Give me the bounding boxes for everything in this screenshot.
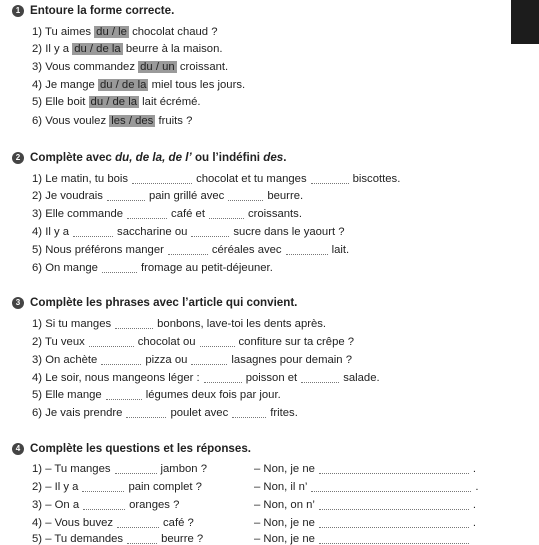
exercise-4-answer-1	[254, 462, 476, 475]
item-text: – Tu manges	[45, 463, 111, 475]
answer-blank[interactable]	[82, 480, 124, 492]
exercise-number-badge: 3	[12, 297, 24, 309]
item-text: frites.	[270, 407, 298, 419]
exercise-number-badge: 1	[12, 5, 24, 17]
answer-blank[interactable]	[311, 480, 471, 492]
article-choice[interactable]: du / de la	[90, 96, 138, 108]
exercise-title-part: ou l’indéfini	[191, 151, 264, 164]
exercise-4-question-4	[32, 516, 194, 529]
answer-blank[interactable]	[168, 243, 208, 255]
answer-blank[interactable]	[126, 406, 166, 418]
answer-blank[interactable]	[191, 225, 229, 237]
answer-blank[interactable]	[127, 532, 157, 544]
exercise-2-line-4	[32, 225, 345, 238]
exercise-4-question-2	[32, 480, 202, 493]
item-text: légumes deux fois par jour.	[145, 389, 281, 401]
item-text: – Non, je ne	[254, 517, 315, 529]
answer-blank[interactable]	[106, 388, 142, 400]
exercise-title-italic: des	[263, 151, 284, 164]
item-text: Je vais prendre	[45, 407, 123, 419]
answer-blank[interactable]	[228, 189, 263, 201]
exercise-3-line-5	[32, 388, 281, 401]
answer-blank[interactable]	[191, 353, 227, 365]
item-text: Je voudrais	[45, 190, 103, 202]
answer-blank[interactable]	[311, 172, 349, 184]
answer-blank[interactable]	[200, 335, 235, 347]
item-number: 5)	[32, 389, 43, 401]
item-number: 2)	[32, 43, 43, 55]
item-text: Il y a	[45, 226, 70, 238]
exercise-2-heading	[12, 151, 286, 164]
item-text: poulet avec	[170, 407, 229, 419]
item-text: pizza ou	[145, 354, 188, 366]
item-text: oranges ?	[129, 499, 180, 511]
item-number: 3)	[32, 499, 43, 511]
exercise-3-line-6	[32, 406, 298, 419]
answer-blank[interactable]	[232, 406, 266, 418]
item-number: 2)	[32, 190, 43, 202]
item-text: Elle boit	[45, 96, 86, 108]
item-text: Le matin, tu bois	[45, 173, 129, 185]
item-text: Il y a	[45, 43, 70, 55]
exercise-1-line-2	[32, 43, 223, 55]
answer-blank[interactable]	[301, 371, 339, 383]
item-text: .	[475, 481, 479, 493]
item-text: céréales avec	[211, 244, 282, 256]
item-text: – Tu demandes	[45, 533, 124, 545]
item-text: Vous voulez	[45, 115, 107, 127]
exercise-3-line-2	[32, 335, 354, 348]
exercise-4-answer-5	[254, 532, 473, 545]
item-text: beurre ?	[161, 533, 204, 545]
item-number: 4)	[32, 226, 43, 238]
answer-blank[interactable]	[319, 532, 469, 544]
answer-blank[interactable]	[115, 317, 153, 329]
answer-blank[interactable]	[132, 172, 192, 184]
item-text: Elle commande	[45, 208, 124, 220]
answer-blank[interactable]	[127, 207, 167, 219]
answer-blank[interactable]	[204, 371, 242, 383]
exercise-3-heading	[12, 296, 297, 309]
item-number: 5)	[32, 533, 43, 545]
exercise-2-line-3	[32, 207, 302, 220]
item-number: 4)	[32, 79, 43, 91]
item-text: poisson et	[245, 372, 298, 384]
exercise-3-line-3	[32, 353, 352, 366]
item-text: miel tous les jours.	[151, 79, 246, 91]
item-number: 1)	[32, 318, 43, 330]
item-text: Le soir, nous mangeons léger :	[45, 372, 200, 384]
item-text: beurre à la maison.	[125, 43, 223, 55]
item-number: 1)	[32, 26, 43, 38]
item-number: 5)	[32, 244, 43, 256]
answer-blank[interactable]	[101, 353, 141, 365]
item-text: – Il y a	[45, 481, 79, 493]
item-text: bonbons, lave-toi les dents après.	[157, 318, 327, 330]
item-text: .	[472, 517, 477, 529]
item-text: pain grillé avec	[148, 190, 225, 202]
item-text: chocolat ou	[137, 336, 196, 348]
item-text: confiture sur ta crêpe ?	[238, 336, 355, 348]
item-text: chocolat chaud ?	[132, 26, 218, 38]
exercise-title-part: Complète avec	[30, 151, 116, 164]
item-number: 4)	[32, 517, 43, 529]
exercise-title-italic: du, de la, de l’	[115, 151, 192, 164]
item-text: – On a	[45, 499, 80, 511]
item-number: 4)	[32, 372, 43, 384]
item-text: – Non, on n’	[254, 499, 315, 511]
article-choice[interactable]: du / de la	[99, 79, 147, 91]
exercise-1-line-4	[32, 79, 245, 91]
exercise-1-heading	[12, 4, 174, 17]
item-text: On achète	[45, 354, 98, 366]
answer-blank[interactable]	[73, 225, 113, 237]
item-text: Nous préférons manger	[45, 244, 164, 256]
exercise-4-question-3	[32, 498, 179, 511]
item-text: Si tu manges	[45, 318, 112, 330]
answer-blank[interactable]	[319, 462, 469, 474]
exercise-3-line-4	[32, 371, 380, 384]
item-number: 6)	[32, 407, 43, 419]
item-text: Tu aimes	[44, 26, 92, 38]
exercise-4-answer-3	[254, 498, 476, 511]
exercise-4-question-1	[32, 462, 207, 475]
item-number: 6)	[32, 115, 43, 127]
exercise-title: Complète les questions et les réponses.	[30, 442, 251, 455]
exercise-1-line-3	[32, 61, 228, 73]
item-text: fruits ?	[158, 115, 193, 127]
item-number: 2)	[32, 481, 43, 493]
exercise-title-part: .	[283, 151, 287, 164]
item-text: biscottes.	[352, 173, 401, 185]
exercise-1-line-1	[32, 26, 218, 38]
answer-blank[interactable]	[319, 516, 469, 528]
item-text: salade.	[343, 372, 380, 384]
item-text: café et	[171, 208, 205, 220]
item-number: 3)	[32, 354, 43, 366]
answer-blank[interactable]	[89, 335, 134, 347]
item-number: 6)	[32, 262, 43, 274]
item-text: Je mange	[45, 79, 95, 91]
exercise-2-line-2	[32, 189, 303, 202]
answer-blank[interactable]	[107, 189, 145, 201]
item-text: .	[472, 463, 477, 475]
item-text: – Non, je ne	[254, 533, 315, 545]
article-choice[interactable]: les / des	[111, 115, 154, 127]
page-corner-tab	[511, 0, 539, 44]
item-text: chocolat et tu manges	[196, 173, 307, 185]
item-number: 1)	[32, 173, 43, 185]
exercise-2-line-6	[32, 261, 273, 274]
exercise-4-answer-4	[254, 516, 476, 529]
item-number: 5)	[32, 96, 43, 108]
item-text: lait.	[331, 244, 350, 256]
exercise-4-answer-2	[254, 480, 479, 493]
item-text: jambon ?	[160, 463, 207, 475]
article-choice[interactable]: du / de la	[74, 43, 121, 55]
item-text: saccharine ou	[117, 226, 188, 238]
exercise-number-badge: 4	[12, 443, 24, 455]
exercise-4-heading	[12, 442, 251, 455]
item-number: 3)	[32, 61, 43, 73]
article-choice[interactable]: du / le	[96, 26, 127, 38]
item-text: lasagnes pour demain ?	[231, 354, 352, 366]
item-text: Elle mange	[45, 389, 102, 401]
exercise-2-line-5	[32, 243, 349, 256]
item-text: – Non, il n’	[254, 481, 308, 493]
item-text: Tu veux	[44, 336, 85, 348]
answer-blank[interactable]	[115, 462, 157, 474]
exercise-title: Entoure la forme correcte.	[30, 4, 175, 17]
exercise-2-line-1	[32, 172, 400, 185]
item-text: Vous commandez	[45, 61, 135, 73]
item-number: 3)	[32, 208, 43, 220]
exercise-1-line-6	[32, 115, 192, 127]
exercise-4-question-5	[32, 532, 203, 545]
answer-blank[interactable]	[117, 516, 159, 528]
exercise-title: Complète les phrases avec l’article qui convient.	[30, 296, 298, 309]
item-number: 2)	[32, 336, 43, 348]
item-text: – Non, je ne	[254, 463, 315, 475]
item-number: 1)	[32, 463, 43, 475]
answer-blank[interactable]	[102, 261, 137, 273]
article-choice[interactable]: du / un	[140, 61, 175, 73]
item-text: lait écrémé.	[142, 96, 201, 108]
item-text: beurre.	[267, 190, 304, 202]
exercise-1-line-5	[32, 96, 201, 108]
item-text: croissants.	[247, 208, 302, 220]
item-text: On mange	[45, 262, 98, 274]
exercise-number-badge: 2	[12, 152, 24, 164]
answer-blank[interactable]	[209, 207, 244, 219]
item-text: pain complet ?	[128, 481, 202, 493]
item-text: sucre dans le yaourt ?	[233, 226, 345, 238]
item-text: – Vous buvez	[45, 517, 114, 529]
exercise-3-line-1	[32, 317, 326, 330]
item-text: fromage au petit-déjeuner.	[140, 262, 273, 274]
item-text: .	[472, 499, 477, 511]
item-text: café ?	[163, 517, 194, 529]
answer-blank[interactable]	[319, 498, 469, 510]
answer-blank[interactable]	[286, 243, 328, 255]
item-text: croissant.	[179, 61, 229, 73]
answer-blank[interactable]	[83, 498, 125, 510]
